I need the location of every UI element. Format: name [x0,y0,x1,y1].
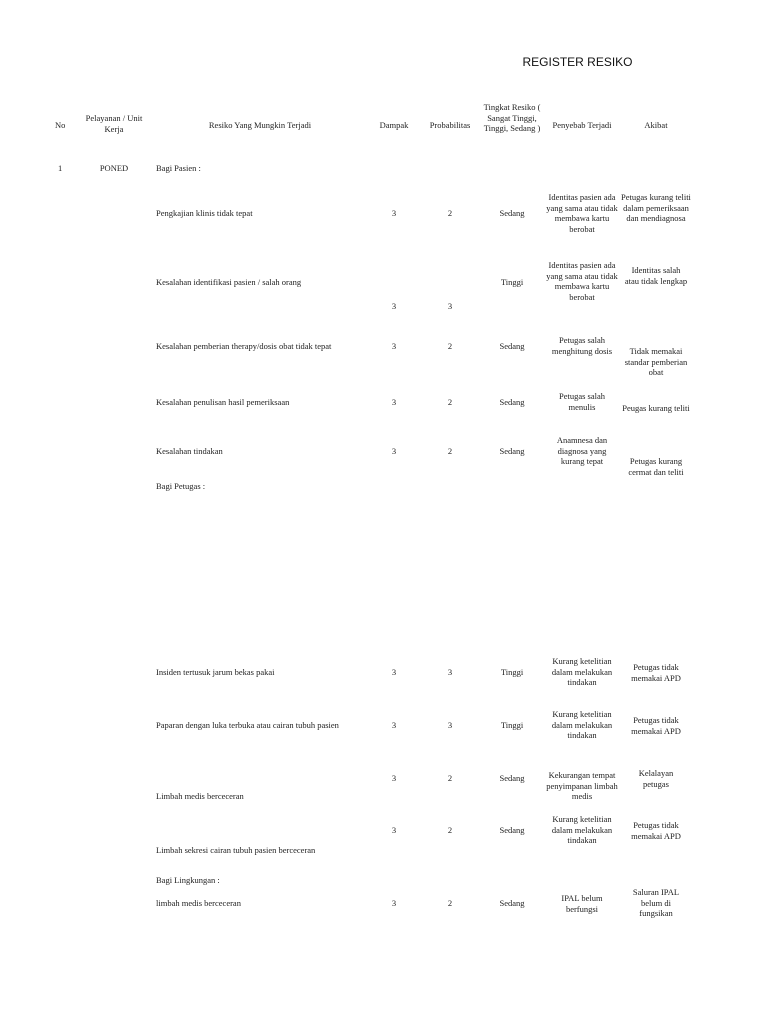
cause-cell: Identitas pasien ada yang sama atau tidak membawa kartu berobat [546,260,618,302]
effect-cell: Petugas kurang teliti dalam pemeriksaan dan mendiagnosa [621,192,691,224]
level-cell: Sedang [499,208,525,218]
header-resiko: Resiko Yang Mungkin Terjadi [208,120,312,130]
probability-cell: 2 [447,898,453,908]
impact-cell: 3 [391,397,397,407]
header-dampak: Dampak [379,120,409,130]
level-cell: Tinggi [500,277,524,287]
section-petugas: Bagi Petugas : [156,481,206,491]
header-penyebab: Penyebab Terjadi [552,120,612,130]
probability-cell: 2 [447,208,453,218]
impact-cell: 3 [391,667,397,677]
level-cell: Tinggi [500,720,524,730]
risk-cell: Limbah medis berceceran [156,791,244,801]
probability-cell: 3 [447,720,453,730]
probability-cell: 2 [447,397,453,407]
level-cell: Sedang [499,446,525,456]
cause-cell: Petugas salah menulis [558,391,606,412]
effect-cell: Tidak memakai standar pemberian obat [624,346,688,378]
header-tingkat: Tingkat Resiko ( Sangat Tinggi, Tinggi, Sedang ) [483,102,541,134]
effect-cell: Petugas tidak memakai APD [631,715,681,736]
level-cell: Tinggi [500,667,524,677]
risk-cell: Kesalahan pemberian therapy/dosis obat tidak tepat [156,341,332,351]
risk-cell: Limbah sekresi cairan tubuh pasien berceceran [156,845,316,855]
impact-cell: 3 [391,720,397,730]
risk-cell: Paparan dengan luka terbuka atau cairan tubuh pasien [156,720,339,730]
cause-cell: Petugas salah menghitung dosis [551,335,613,356]
section-pasien: Bagi Pasien : [156,163,201,173]
level-cell: Sedang [499,825,525,835]
probability-cell: 2 [447,341,453,351]
cause-cell: Kurang ketelitian dalam melakukan tindakan [551,814,613,846]
impact-cell: 3 [391,773,397,783]
level-cell: Sedang [499,898,525,908]
header-akibat: Akibat [644,120,668,130]
probability-cell: 3 [447,301,453,311]
level-cell: Sedang [499,397,525,407]
header-no: No [55,120,66,130]
risk-cell: Kesalahan penulisan hasil pemeriksaan [156,397,290,407]
risk-cell: Pengkajian klinis tidak tepat [156,208,253,218]
risk-cell: Kesalahan identifikasi pasien / salah orang [156,277,302,287]
cause-cell: Kurang ketelitian dalam melakukan tindakan [551,709,613,741]
impact-cell: 3 [391,208,397,218]
header-probabilitas: Probabilitas [429,120,471,130]
impact-cell: 3 [391,825,397,835]
risk-cell: Insiden tertusuk jarum bekas pakai [156,667,275,677]
impact-cell: 3 [391,446,397,456]
unit-name: PONED [99,163,129,173]
effect-cell: Petugas tidak memakai APD [631,662,681,683]
impact-cell: 3 [391,301,397,311]
cause-cell: IPAL belum berfungsi [561,893,603,914]
impact-cell: 3 [391,898,397,908]
level-cell: Sedang [499,773,525,783]
effect-cell: Peugas kurang teliti [622,403,690,413]
effect-cell: Petugas tidak memakai APD [631,820,681,841]
probability-cell: 2 [447,446,453,456]
probability-cell: 3 [447,667,453,677]
probability-cell: 2 [447,825,453,835]
probability-cell: 2 [447,773,453,783]
cause-cell: Kurang ketelitian dalam melakukan tindakan [551,656,613,688]
effect-cell: Identitas salah atau tidak lengkap [624,265,688,286]
risk-cell: Kesalahan tindakan [156,446,223,456]
effect-cell: Kelalayan petugas [638,768,674,789]
section-lingkungan: Bagi Lingkungan : [156,875,220,885]
effect-cell: Saluran IPAL belum di fungsikan [632,887,680,919]
effect-cell: Petugas kurang cermat dan teliti [628,456,684,477]
cause-cell: Anamnesa dan diagnosa yang kurang tepat [556,435,608,467]
cause-cell: Identitas pasien ada yang sama atau tidak membawa kartu berobat [546,192,618,234]
risk-cell: limbah medis berceceran [156,898,241,908]
impact-cell: 3 [391,341,397,351]
row-number: 1 [58,163,63,173]
page-title: REGISTER RESIKO [522,55,633,69]
cause-cell: Kekurangan tempat penyimpanan limbah medis [546,770,618,802]
level-cell: Sedang [499,341,525,351]
header-unit: Pelayanan / Unit Kerja [85,113,143,134]
